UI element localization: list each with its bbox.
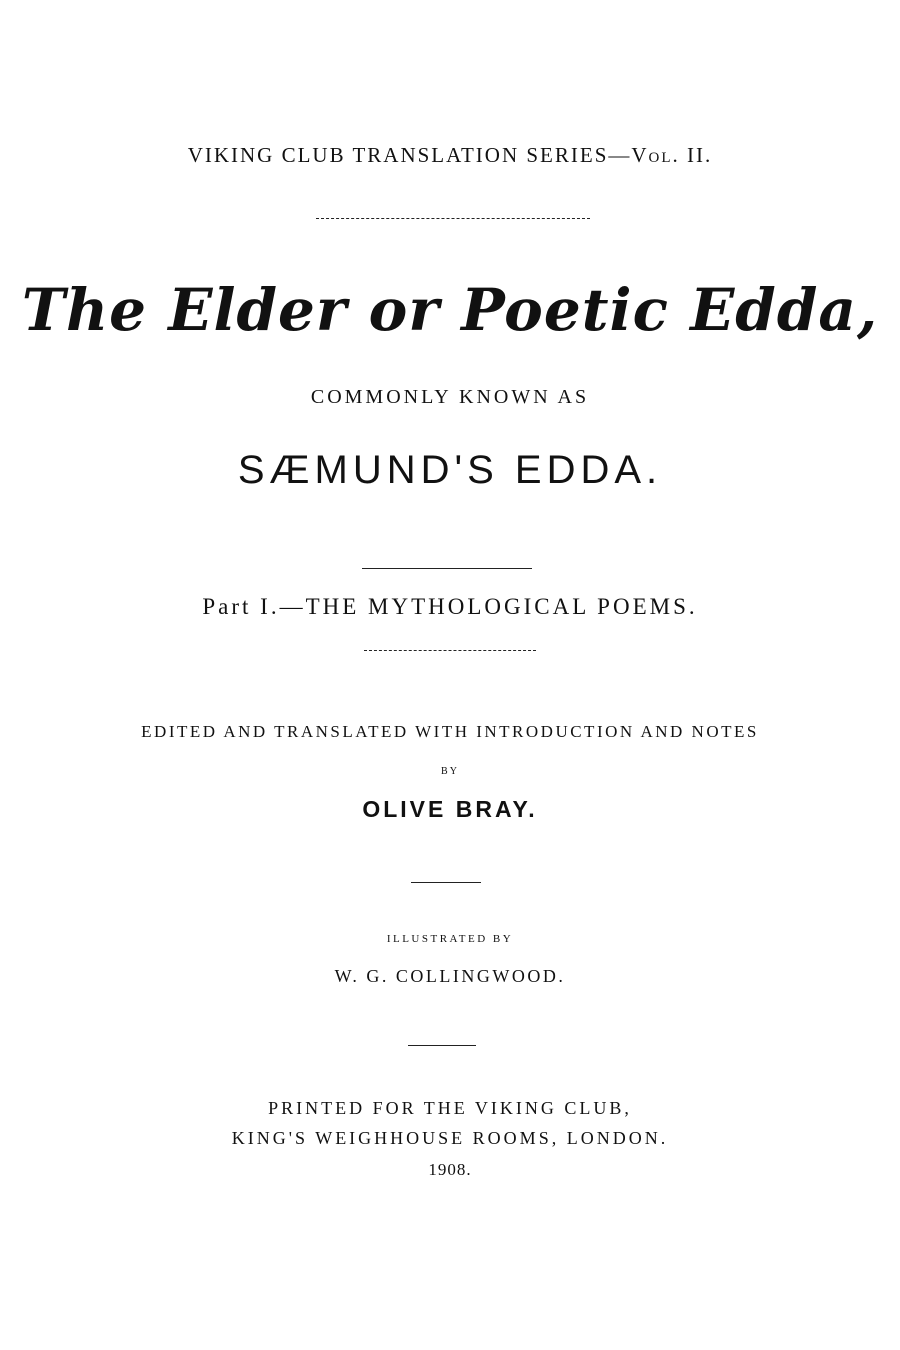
divider-rule-2 — [362, 568, 532, 569]
alternate-title: SÆMUND'S EDDA. — [237, 448, 663, 492]
series-volume: Vol. II. — [631, 143, 713, 167]
illustrated-label: ILLUSTRATED BY — [386, 933, 514, 945]
divider-rule-5 — [408, 1045, 476, 1046]
series-line — [0, 143, 900, 168]
edited-credit: EDITED AND TRANSLATED WITH INTRODUCTION AND NOTES — [141, 722, 759, 741]
divider-rule-3 — [364, 650, 536, 651]
publisher-line: PRINTED FOR THE VIKING CLUB, — [268, 1098, 632, 1118]
divider-rule-4 — [411, 882, 481, 883]
by-label: BY — [441, 766, 459, 777]
publication-year: 1908. — [428, 1160, 472, 1179]
publisher-address: KING'S WEIGHHOUSE ROOMS, LONDON. — [231, 1128, 669, 1148]
part-heading: Part I.—THE MYTHOLOGICAL POEMS. — [202, 594, 698, 619]
illustrator-name: W. G. COLLINGWOOD. — [334, 966, 566, 986]
divider-rule-1 — [316, 218, 590, 219]
title-connector: COMMONLY KNOWN AS — [310, 386, 590, 408]
book-title: The Elder or Poetic Edda, — [21, 276, 879, 344]
series-name: VIKING CLUB TRANSLATION SERIES— — [187, 143, 632, 167]
author-name: OLIVE BRAY. — [362, 796, 538, 822]
